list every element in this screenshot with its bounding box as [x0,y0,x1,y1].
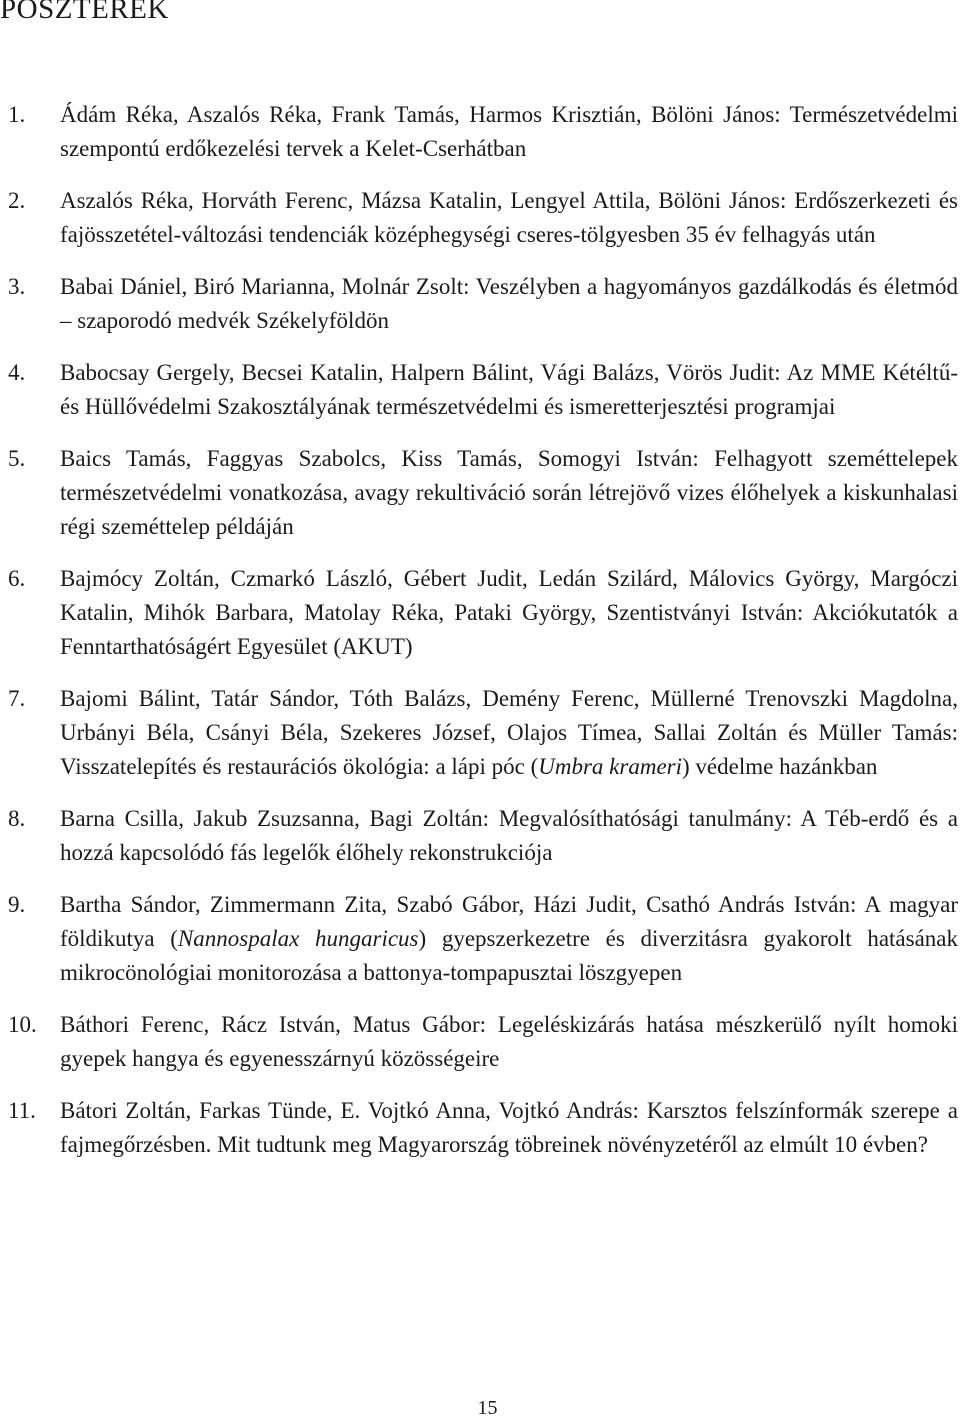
list-item [0,562,958,664]
list-item [0,356,958,424]
list-item [0,682,958,784]
list-item-number: 9. [8,892,26,917]
list-item-title: Legeléskizárás hatása mészkerülő nyílt homoki gyepek hangya és egyenesszárnyú közösségeire [60,1012,959,1071]
list-item-authors: Barna Csilla, Jakub Zsuzsanna, Bagi Zoltán : [60,806,499,831]
list-item-number: 4. [8,360,26,385]
list-item-authors: Báthori Ferenc, Rácz István, Matus Gábor : [60,1012,498,1037]
list-item-authors: Babai Dániel, Biró Marianna, Molnár Zsolt : [60,274,476,299]
list-item-text [60,562,958,664]
list-item [0,442,958,544]
page-title: POSZTEREK [0,0,169,25]
list-item-authors: Baics Tamás, Faggyas Szabolcs, Kiss Tamás, Somogyi István : [60,446,714,471]
list-item-title: Természetvédelmi szempontú erdőkezelési tervek a Kelet-Cserhátban [60,102,958,161]
list-item-number: 1. [8,102,26,127]
list-item-text [60,682,958,784]
species-name: Umbra krameri [538,754,683,779]
list-item-title: A magyar földikutya ( [60,892,958,951]
list-item-title-end: ) gyepszerkezetre és diverzitásra gyakorolt hatásának mikrocönológiai monitorozása a battonya-tompapusztai löszgyepen [60,926,959,985]
list-item [0,888,958,990]
list-item-authors: Bátori Zoltán, Farkas Tünde, E. Vojtkó Anna, Vojtkó András : [60,1098,647,1123]
list-item-title: Veszélyben a hagyományos gazdálkodás és életmód – szaporodó medvék Székelyföldön [60,274,958,333]
list-item-text [60,270,958,338]
species-name: Nannospalax hungaricus [177,926,419,951]
list-item-number: 3. [8,274,26,299]
list-item-authors: Ádám Réka, Aszalós Réka, Frank Tamás, Harmos Krisztián, Bölöni János : [60,102,790,127]
list-item-number: 6. [8,566,26,591]
list-item-text [60,184,958,252]
list-item-authors: Bajomi Bálint, Tatár Sándor, Tóth Balázs, Demény Ferenc, Müllerné Trenovszki Magdolna, Urbányi Béla, Csányi Béla, Szekeres József, Olajos Tímea, Sallai Zoltán és Müller Tamás : [60,686,958,745]
poster-list [0,98,958,1180]
list-item [0,802,958,870]
list-item-title-end: ) védelme hazánkban [682,754,878,779]
list-item-authors: Bartha Sándor, Zimmermann Zita, Szabó Gábor, Házi Judit, Csathó András István : [60,892,864,917]
list-item-title: Megvalósíthatósági tanulmány: A Téb-erdő és a hozzá kapcsolódó fás legelők élőhely rekonstrukciója [60,806,958,865]
list-item-title: Karsztos felszínformák szerepe a fajmegőrzésben. Mit tudtunk meg Magyarország töbreinek növényzetéről az elmúlt 10 évben? [60,1098,959,1157]
list-item-authors: Bajmócy Zoltán, Czmarkó László, Gébert Judit, Ledán Szilárd, Málovics György, Margóczi Katalin, Mihók Barbara, Matolay Réka, Pataki György, Szentistványi István : [60,566,958,625]
list-item [0,98,958,166]
page-number: 15 [477,1397,498,1419]
list-item-text [60,802,958,870]
list-item [0,270,958,338]
list-item-authors: Babocsay Gergely, Becsei Katalin, Halpern Bálint, Vági Balázs, Vörös Judit : [60,360,787,385]
list-item [0,184,958,252]
list-item [0,1008,958,1076]
list-item-number: 8. [8,806,26,831]
list-item-number: 7. [8,686,26,711]
list-item-text [60,888,958,990]
list-item-number: 5. [8,446,26,471]
list-item [0,1094,958,1162]
list-item-text [60,98,958,166]
list-item-title: Az MME Kétéltű- és Hüllővédelmi Szakosztályának természetvédelmi és ismeretterjesztési programjai [60,360,958,419]
list-item-title: Akciókutatók a Fenntarthatóságért Egyesület (AKUT) [60,600,959,659]
list-item-title: Visszatelepítés és restaurációs ökológia: a lápi póc ( [60,754,539,779]
list-item-title: Erdőszerkezeti és fajösszetétel-változási tendenciák középhegységi cseres-tölgyesben 35 év felhagyás után [60,188,958,247]
list-item-text [60,1008,958,1076]
list-item-number: 11. [8,1098,36,1123]
list-item-authors: Aszalós Réka, Horváth Ferenc, Mázsa Katalin, Lengyel Attila, Bölöni János : [60,188,794,213]
list-item-text [60,356,958,424]
list-item-number: 2. [8,188,26,213]
list-item-title: Felhagyott szeméttelepek természetvédelmi vonatkozása, avagy rekultiváció során létrejövő vizes élőhelyek a kiskunhalasi régi szeméttelep példáján [60,446,958,539]
list-item-number: 10. [8,1012,37,1037]
list-item-text [60,1094,958,1162]
list-item-text [60,442,958,544]
